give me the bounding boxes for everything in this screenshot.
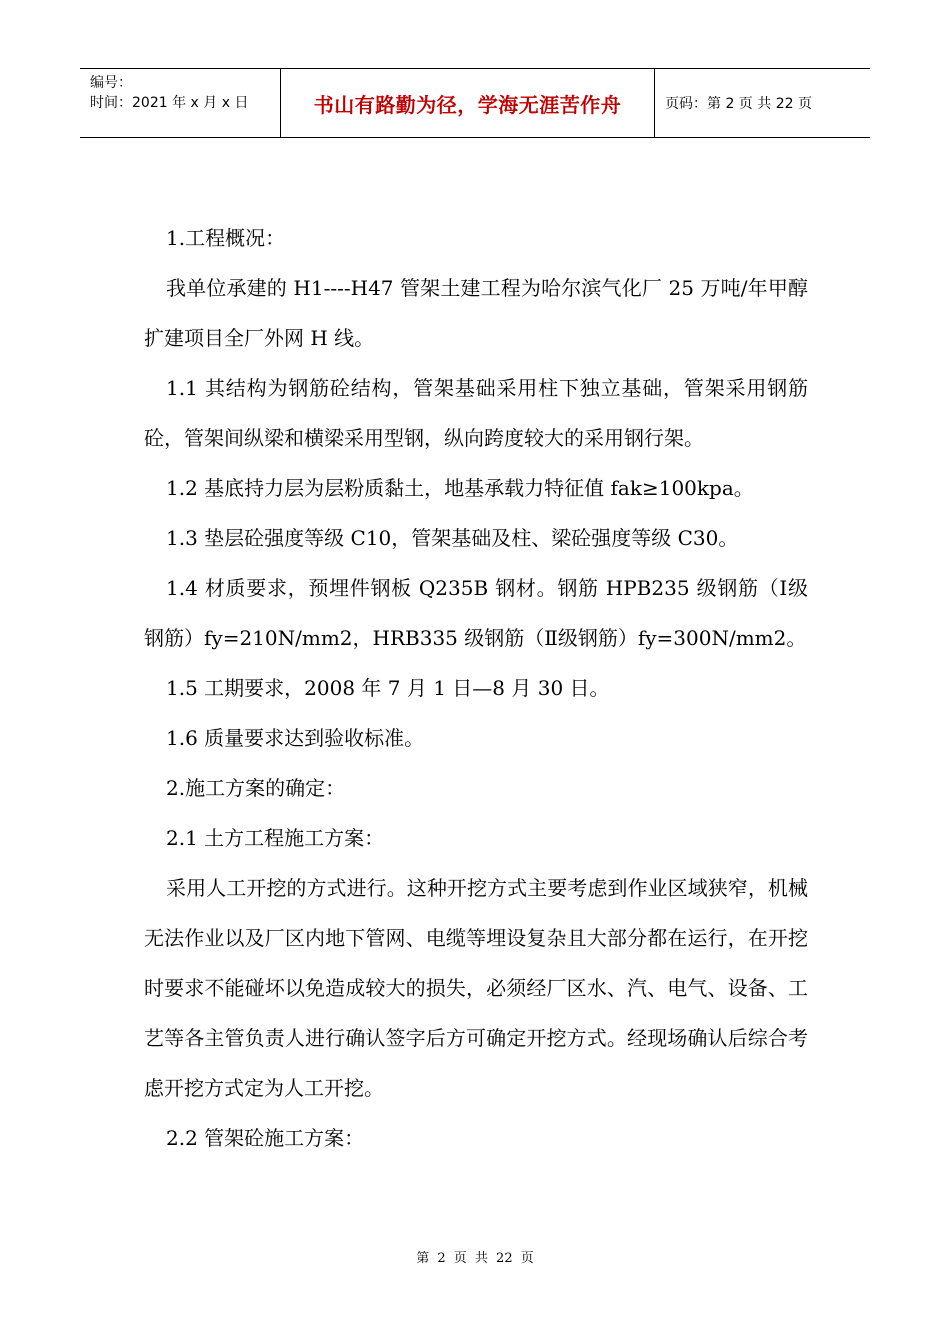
body-paragraph: 1.1 其结构为钢筋砼结构，管架基础采用柱下独立基础，管架采用钢筋砼，管架间纵梁和横梁采用型钢，纵向跨度较大的采用钢行架。 bbox=[144, 376, 808, 450]
body-paragraph: 1.3 垫层砼强度等级 C10，管架基础及柱、梁砼强度等级 C30。 bbox=[166, 526, 739, 550]
number-label: 编号： bbox=[90, 75, 132, 91]
section-heading: 1.工程概况： bbox=[166, 226, 286, 250]
document-body bbox=[144, 213, 808, 1163]
header-motto: 书山有路勤为径，学海无涯苦作舟 bbox=[281, 69, 655, 137]
subsection-heading: 2.2 管架砼施工方案： bbox=[166, 1126, 365, 1150]
section-heading: 2.施工方案的确定： bbox=[166, 776, 346, 800]
header-meta bbox=[80, 69, 281, 137]
body-paragraph: 1.4 材质要求，预埋件钢板 Q235B 钢材。钢筋 HPB235 级钢筋（Ⅰ级钢筋）fy=210N/mm2，HRB335 级钢筋（Ⅱ级钢筋）fy=300N/mm2。 bbox=[144, 576, 808, 650]
body-paragraph: 采用人工开挖的方式进行。这种开挖方式主要考虑到作业区域狭窄，机械无法作业以及厂区内地下管网、电缆等埋设复杂且大部分都在运行，在开挖时要求不能碰坏以免造成较大的损失，必须经厂区水、汽、电气、设备、工艺等各主管负责人进行确认签字后方可确定开挖方式。经现场确认后综合考虑开挖方式定为人工开挖。 bbox=[144, 876, 808, 1100]
page-footer: 第 2 页 共 22 页 bbox=[416, 1251, 534, 1266]
body-paragraph: 我单位承建的 H1----H47 管架土建工程为哈尔滨气化厂 25 万吨/年甲醇扩建项目全厂外网 H 线。 bbox=[144, 276, 808, 350]
header-page-info: 页码：第 2 页 共 22 页 bbox=[665, 96, 812, 112]
body-paragraph: 1.2 基底持力层为层粉质黏土，地基承载力特征值 fak≥100kpa。 bbox=[166, 476, 754, 500]
body-paragraph: 1.5 工期要求，2008 年 7 月 1 日—8 月 30 日。 bbox=[166, 676, 610, 700]
subsection-heading: 2.1 土方工程施工方案： bbox=[166, 826, 385, 850]
body-paragraph: 1.6 质量要求达到验收标准。 bbox=[166, 726, 425, 750]
time-label: 时间：2021 年 x 月 x 日 bbox=[90, 95, 249, 111]
document-header bbox=[80, 68, 870, 138]
